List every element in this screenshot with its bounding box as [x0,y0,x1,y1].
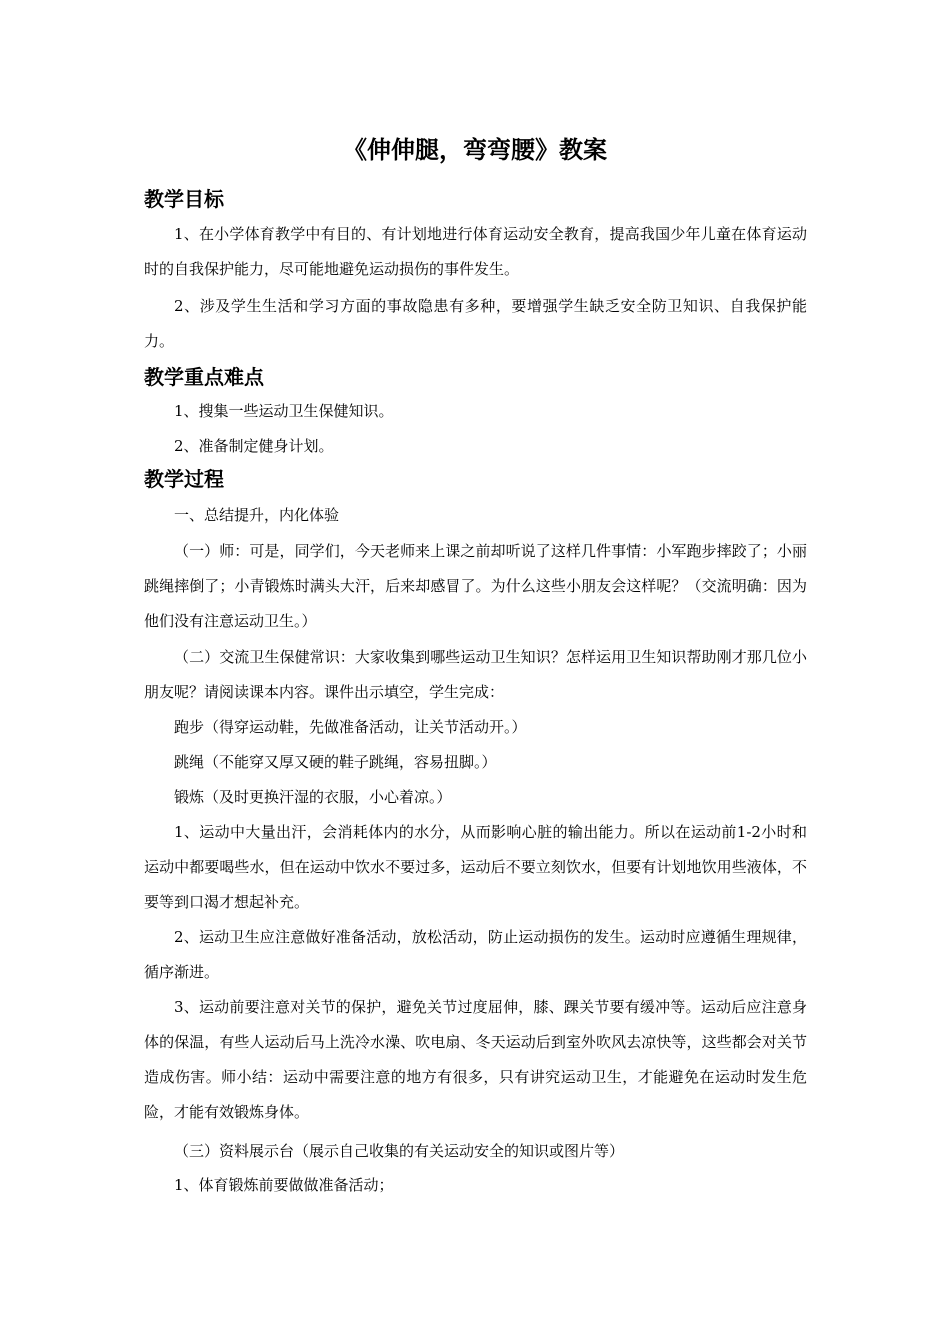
paragraph: 锻炼（及时更换汗湿的衣服，小心着凉。） [174,788,452,806]
paragraph: 1、在小学体育教学中有目的、有计划地进行体育运动安全教育，提高我国少年儿童在体育运动时的自我保护能力，尽可能地避免运动损伤的事件发生。 [144,225,807,278]
paragraph: 跑步（得穿运动鞋，先做准备活动，让关节活动开。） [174,718,527,736]
paragraph: 1、搜集一些运动卫生保健知识。 [174,402,394,420]
paragraph: （三）资料展示台（展示自己收集的有关运动安全的知识或图片等） [174,1142,625,1160]
paragraph: （二）交流卫生保健常识：大家收集到哪些运动卫生知识？怎样运用卫生知识帮助刚才那几位小朋友呢？请阅读课本内容。课件出示填空，学生完成： [144,648,807,701]
paragraph: 1、运动中大量出汗，会消耗体内的水分，从而影响心脏的输出能力。所以在运动前1-2小时和运动中都要喝些水，但在运动中饮水不要过多，运动后不要立刻饮水，但要有计划地饮用些液体，不要等到口渴才想起补充。 [144,823,807,911]
paragraph: 2、涉及学生生活和学习方面的事故隐患有多种，要增强学生缺乏安全防卫知识、自我保护能力。 [144,297,807,350]
paragraph: 3、运动前要注意对关节的保护，避免关节过度屈伸，膝、踝关节要有缓冲等。运动后应注意身体的保温，有些人运动后马上洗冷水澡、吹电扇、冬天运动后到室外吹风去凉快等，这些都会对关节造成伤害。师小结：运动中需要注意的地方有很多，只有讲究运动卫生，才能避免在运动时发生危险，才能有效锻炼身体。 [144,998,807,1121]
section-heading-key-points: 教学重点难点 [144,365,264,389]
document-title: 《伸伸腿，弯弯腰》教案 [343,136,607,164]
paragraph: 一、总结提升，内化体验 [174,506,340,524]
section-heading-objectives: 教学目标 [144,187,224,211]
paragraph: 2、运动卫生应注意做好准备活动，放松活动，防止运动损伤的发生。运动时应遵循生理规律，循序渐进。 [144,928,807,981]
paragraph: 1、体育锻炼前要做做准备活动； [174,1176,394,1194]
paragraph: 2、准备制定健身计划。 [174,437,334,455]
section-heading-process: 教学过程 [144,467,224,491]
paragraph: 跳绳（不能穿又厚又硬的鞋子跳绳，容易扭脚。） [174,753,497,771]
paragraph: （一）师：可是，同学们，今天老师来上课之前却听说了这样几件事情：小军跑步摔跤了；小丽跳绳摔倒了；小青锻炼时满头大汗，后来却感冒了。为什么这些小朋友会这样呢？（交流明确：因为他们没有注意运动卫生。） [144,542,807,630]
